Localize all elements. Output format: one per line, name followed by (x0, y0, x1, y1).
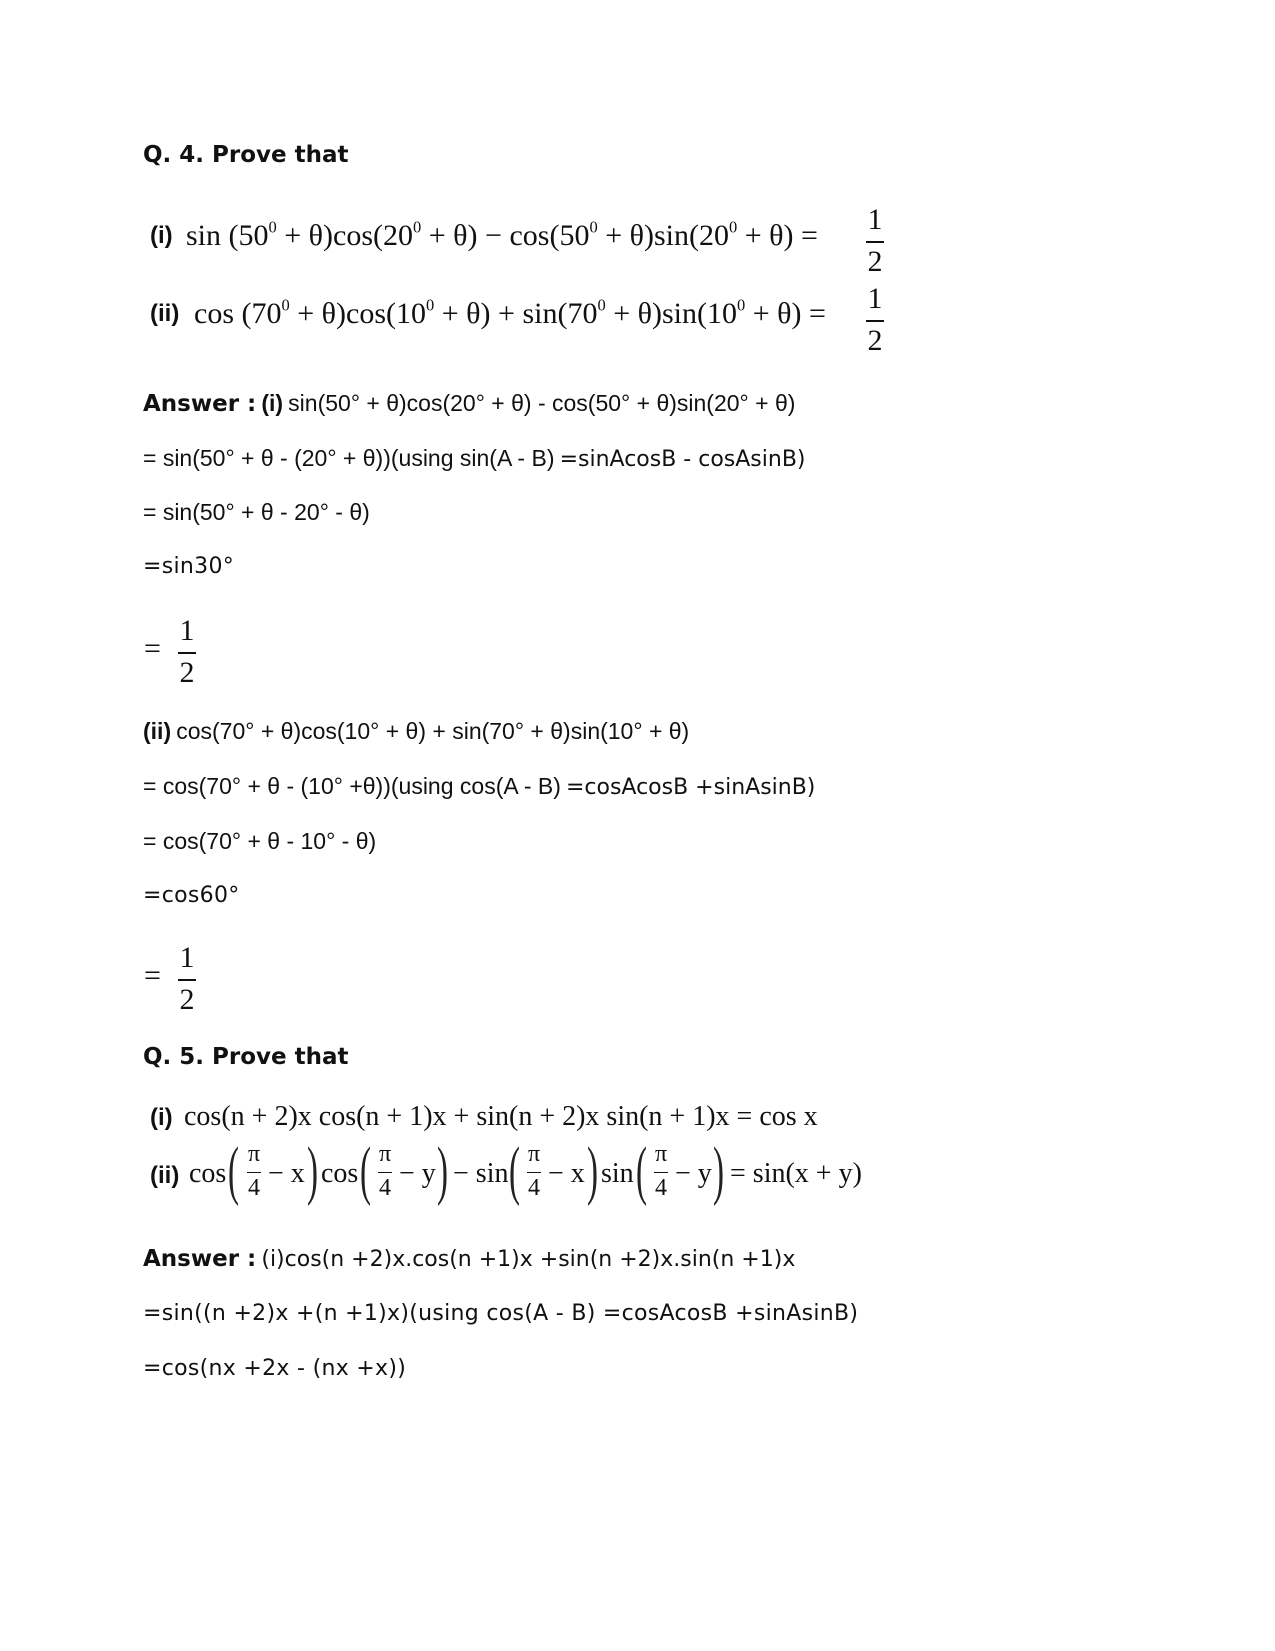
a4-line5 (143, 718, 689, 745)
q5-part2-rhs: = sin(x + y) (730, 1158, 862, 1189)
q4-part2-expr: $\cos (70^0 + \theta)\cos(10^0 + \theta) + \sin(70^0 + \theta)\sin(10^0 + \theta)$ = (194, 295, 826, 330)
q5-part2-lparen2: ( (360, 1134, 371, 1207)
q5-part2-rparen4: ) (713, 1134, 724, 1207)
a4-line3: = sin(50° + θ - 20° - θ) (143, 499, 370, 525)
a4-result1-denominator: 2 (179, 656, 195, 689)
q5-part2-frac2-pi: π (378, 1141, 392, 1167)
q4-part1-denominator: 2 (867, 245, 883, 278)
a4-result1-numerator: 1 (179, 614, 195, 647)
q5-part2-sin2: sin (601, 1158, 634, 1189)
a4-result1-eq: = (144, 632, 161, 665)
q5-part2-label: (ii) (150, 1162, 180, 1189)
q4-part2-label: (ii) (150, 300, 180, 327)
q5-part2-frac1-pi: π (247, 1141, 261, 1167)
q4-part1-label: (i) (150, 222, 173, 249)
q4-part2-numerator: 1 (867, 282, 883, 315)
a4-line8: =cos60° (143, 883, 240, 908)
a4-part2-label: (ii) (143, 718, 172, 744)
q5-part2-minus-sin: − sin (453, 1158, 509, 1189)
q4-title: Q. 4. Prove that (143, 142, 349, 168)
a4-part1-label: (i) (261, 390, 284, 416)
q5-part2-minus-y1: − y (399, 1158, 436, 1189)
q5-part2-rparen2: ) (437, 1134, 448, 1207)
a5-line1-text: (i)cos(n +2)x.cos(n +1)x +sin(n +2)x.sin(n +1)x (261, 1247, 796, 1272)
a4-line7: = cos(70° + θ - 10° - θ) (143, 828, 377, 854)
a4-line5-text: cos(70° + θ)cos(10° + θ) + sin(70° + θ)sin(10° + θ) (176, 718, 690, 744)
q5-part2-lparen1: ( (228, 1134, 239, 1207)
a4-line2-a: = sin(50° + θ - (20° + θ))(using sin(A - B) (143, 445, 555, 471)
a5-answer-label: Answer : (143, 1246, 257, 1272)
q5-part2-rparen3: ) (587, 1134, 598, 1207)
q5-part2-minus-x2: − x (548, 1158, 585, 1189)
q5-part2-lparen3: ( (509, 1134, 520, 1207)
a5-line3: =cos(nx +2x - (nx +x)) (143, 1356, 407, 1381)
q5-part1-label: (i) (150, 1104, 173, 1131)
a4-result2-eq: = (144, 959, 161, 992)
q5-part2-lparen4: ( (636, 1134, 647, 1207)
a4-line1-text: sin(50° + θ)cos(20° + θ) - cos(50° + θ)sin(20° + θ) (288, 390, 796, 416)
q5-title: Q. 5. Prove that (143, 1044, 349, 1070)
a5-line2: =sin((n +2)x +(n +1)x)(using cos(A - B) =cosAcosB +sinAsinB) (143, 1301, 859, 1326)
q5-part2-minus-x1: − x (268, 1158, 305, 1189)
q5-part2-cos2: cos (321, 1158, 359, 1189)
a4-result2-denominator: 2 (179, 983, 195, 1016)
a4-line6-a: = cos(70° + θ - (10° +θ))(using cos(A - B) (143, 773, 561, 799)
q5-part2-frac1-four: 4 (248, 1175, 260, 1201)
a4-line6 (143, 773, 815, 800)
q5-part1-expr: cos(n + 2)x cos(n + 1)x + sin(n + 2)x sin(n + 1)x = cos x (184, 1101, 818, 1132)
a5-line1 (143, 1246, 795, 1272)
q5-part2-frac3-four: 4 (528, 1175, 540, 1201)
q5-part2-frac4-four: 4 (655, 1175, 667, 1201)
a4-result2-numerator: 1 (179, 941, 195, 974)
a4-line6-b: =cosAcosB +sinAsinB) (565, 775, 816, 800)
a4-line4: =sin30° (143, 554, 235, 579)
q5-part2-minus-y2: − y (675, 1158, 712, 1189)
q5-part2-frac3-pi: π (527, 1141, 541, 1167)
q4-part2-denominator: 2 (867, 324, 883, 357)
q4-part1-expr: $\sin (50^0 + \theta)\cos(20^0 + \theta) - \cos(50^0 + \theta)\sin(20^0 + \theta)$ = (186, 217, 818, 252)
a4-line2 (143, 445, 806, 472)
a4-line2-b: =sinAcosB - cosAsinB) (559, 447, 806, 472)
a4-line1 (143, 390, 795, 417)
answer-label: Answer : (143, 391, 257, 417)
q5-part2-rparen1: ) (307, 1134, 318, 1207)
q5-part2-frac2-four: 4 (379, 1175, 391, 1201)
q4-part1-numerator: 1 (867, 203, 883, 236)
q5-part2-cos1: cos (189, 1158, 227, 1189)
q5-part2-frac4-pi: π (654, 1141, 668, 1167)
